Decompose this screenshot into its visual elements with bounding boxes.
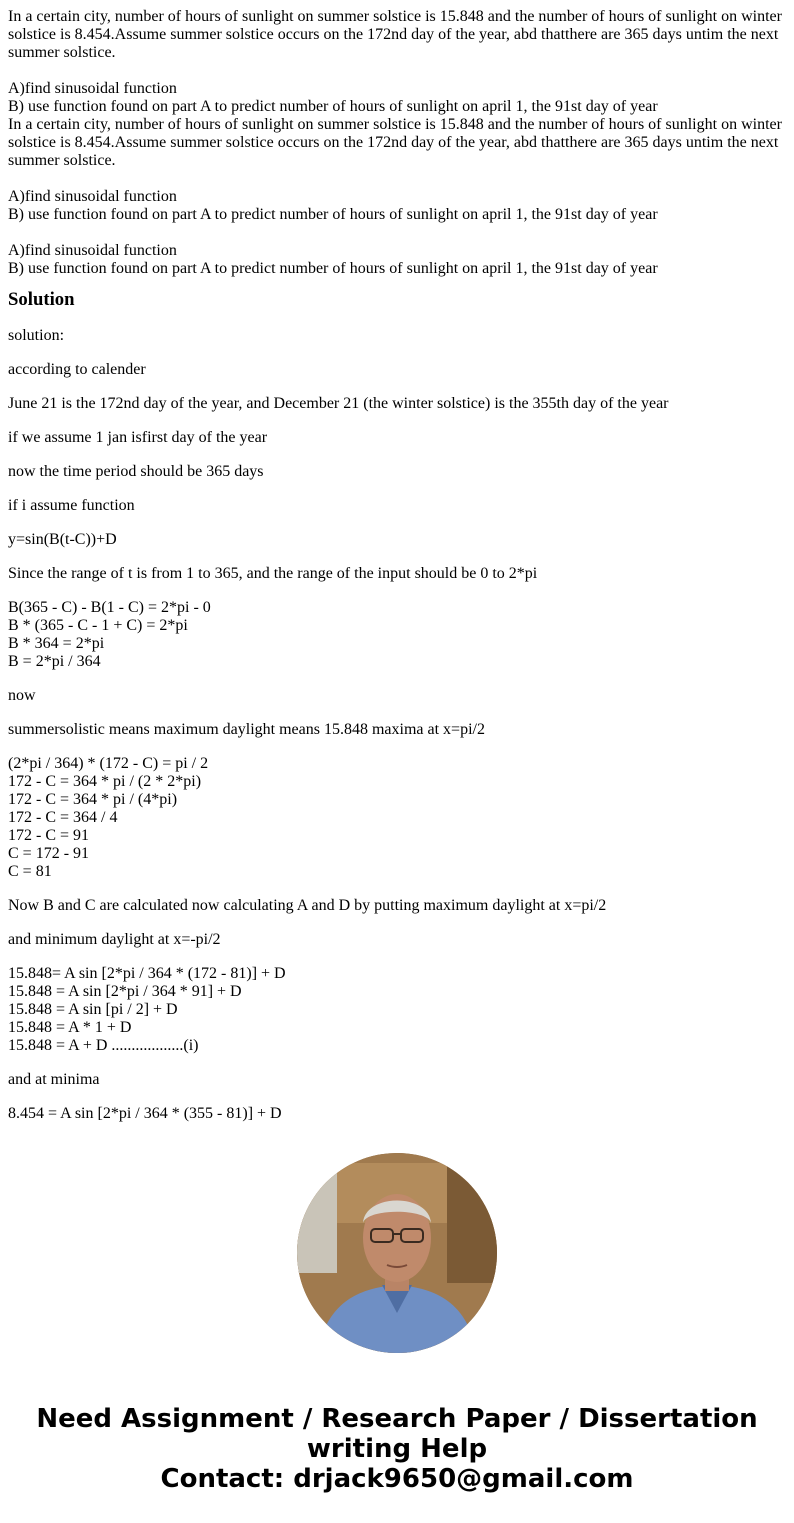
question-line: B) use function found on part A to predict number of hours of sunlight on april 1, the 91st day of year: [8, 260, 658, 277]
solution-line: 15.848 = A * 1 + D: [8, 1019, 132, 1036]
question-line: A)find sinusoidal function: [8, 188, 177, 205]
solution-paragraph: [8, 531, 786, 549]
solution-line: B(365 - C) - B(1 - C) = 2*pi - 0: [8, 599, 211, 616]
solution-line: C = 81: [8, 863, 52, 880]
solution-paragraph: [8, 1071, 786, 1089]
solution-line: according to calender: [8, 361, 146, 378]
solution-line: Now B and C are calculated now calculating A and D by putting maximum daylight at x=pi/2: [8, 897, 607, 914]
solution-paragraph: [8, 327, 786, 345]
question-line: [8, 62, 786, 80]
solution-line: (2*pi / 364) * (172 - C) = pi / 2: [8, 755, 209, 772]
solution-paragraph: [8, 361, 786, 379]
question-line: solstice is 8.454.Assume summer solstice occurs on the 172nd day of the year, abd thatthere are 365 days untim the next: [8, 134, 779, 151]
solution-body: [8, 327, 786, 1123]
solution-line: 172 - C = 364 * pi / (2 * 2*pi): [8, 773, 202, 790]
solution-paragraph: [8, 931, 786, 949]
question-line: summer solstice.: [8, 152, 116, 169]
question-text: [8, 8, 786, 278]
solution-line: B * 364 = 2*pi: [8, 635, 105, 652]
footer-line-2: writing Help: [306, 1434, 488, 1464]
question-line: A)find sinusoidal function: [8, 80, 177, 97]
solution-line: summersolistic means maximum daylight means 15.848 maxima at x=pi/2: [8, 721, 485, 738]
solution-line: Since the range of t is from 1 to 365, and the range of the input should be 0 to 2*pi: [8, 565, 538, 582]
solution-paragraph: [8, 897, 786, 915]
author-photo: [297, 1153, 497, 1353]
question-line: [8, 224, 786, 242]
solution-line: C = 172 - 91: [8, 845, 90, 862]
solution-line: and at minima: [8, 1071, 100, 1088]
footer-contact: [0, 1404, 794, 1494]
solution-paragraph: [8, 463, 786, 481]
solution-line: B * (365 - C - 1 + C) = 2*pi: [8, 617, 188, 634]
solution-line: 15.848= A sin [2*pi / 364 * (172 - 81)] + D: [8, 965, 286, 982]
solution-content: [8, 8, 786, 1124]
solution-line: 15.848 = A sin [pi / 2] + D: [8, 1001, 178, 1018]
solution-line: 8.454 = A sin [2*pi / 364 * (355 - 81)] + D: [8, 1105, 282, 1122]
solution-paragraph: [8, 687, 786, 705]
solution-line: now: [8, 687, 36, 704]
solution-paragraph: [8, 497, 786, 515]
solution-line: y=sin(B(t-C))+D: [8, 531, 117, 548]
solution-heading: Solution: [8, 289, 75, 310]
question-line: A)find sinusoidal function: [8, 242, 177, 259]
footer-line-1: Need Assignment / Research Paper / Dissertation: [36, 1404, 758, 1434]
solution-paragraph: [8, 565, 786, 583]
question-line: solstice is 8.454.Assume summer solstice occurs on the 172nd day of the year, abd thatthere are 365 days untim the next: [8, 26, 779, 43]
solution-paragraph: [8, 599, 786, 671]
solution-line: if i assume function: [8, 497, 135, 514]
question-line: In a certain city, number of hours of sunlight on summer solstice is 15.848 and the number of hours of sunlight on winter: [8, 116, 782, 133]
solution-line: B = 2*pi / 364: [8, 653, 101, 670]
solution-line: if we assume 1 jan isfirst day of the year: [8, 429, 268, 446]
solution-paragraph: [8, 429, 786, 447]
footer-line-3: Contact: drjack9650@gmail.com: [160, 1464, 634, 1494]
question-line: B) use function found on part A to predict number of hours of sunlight on april 1, the 91st day of year: [8, 206, 658, 223]
question-line: summer solstice.: [8, 44, 116, 61]
solution-line: now the time period should be 365 days: [8, 463, 264, 480]
solution-line: 172 - C = 364 * pi / (4*pi): [8, 791, 178, 808]
solution-line: 172 - C = 364 / 4: [8, 809, 118, 826]
solution-paragraph: [8, 721, 786, 739]
solution-paragraph: [8, 1105, 786, 1123]
question-line: [8, 170, 786, 188]
author-avatar: [297, 1153, 497, 1353]
solution-paragraph: [8, 965, 786, 1055]
solution-line: 172 - C = 91: [8, 827, 90, 844]
solution-line: and minimum daylight at x=-pi/2: [8, 931, 221, 948]
solution-line: solution:: [8, 327, 65, 344]
solution-paragraph: [8, 755, 786, 881]
solution-line: 15.848 = A + D ..................(i): [8, 1037, 199, 1054]
solution-line: 15.848 = A sin [2*pi / 364 * 91] + D: [8, 983, 242, 1000]
question-line: B) use function found on part A to predict number of hours of sunlight on april 1, the 91st day of year: [8, 98, 658, 115]
solution-line: June 21 is the 172nd day of the year, and December 21 (the winter solstice) is the 355th day of the year: [8, 395, 669, 412]
question-line: In a certain city, number of hours of sunlight on summer solstice is 15.848 and the number of hours of sunlight on winter: [8, 8, 782, 25]
solution-paragraph: [8, 395, 786, 413]
